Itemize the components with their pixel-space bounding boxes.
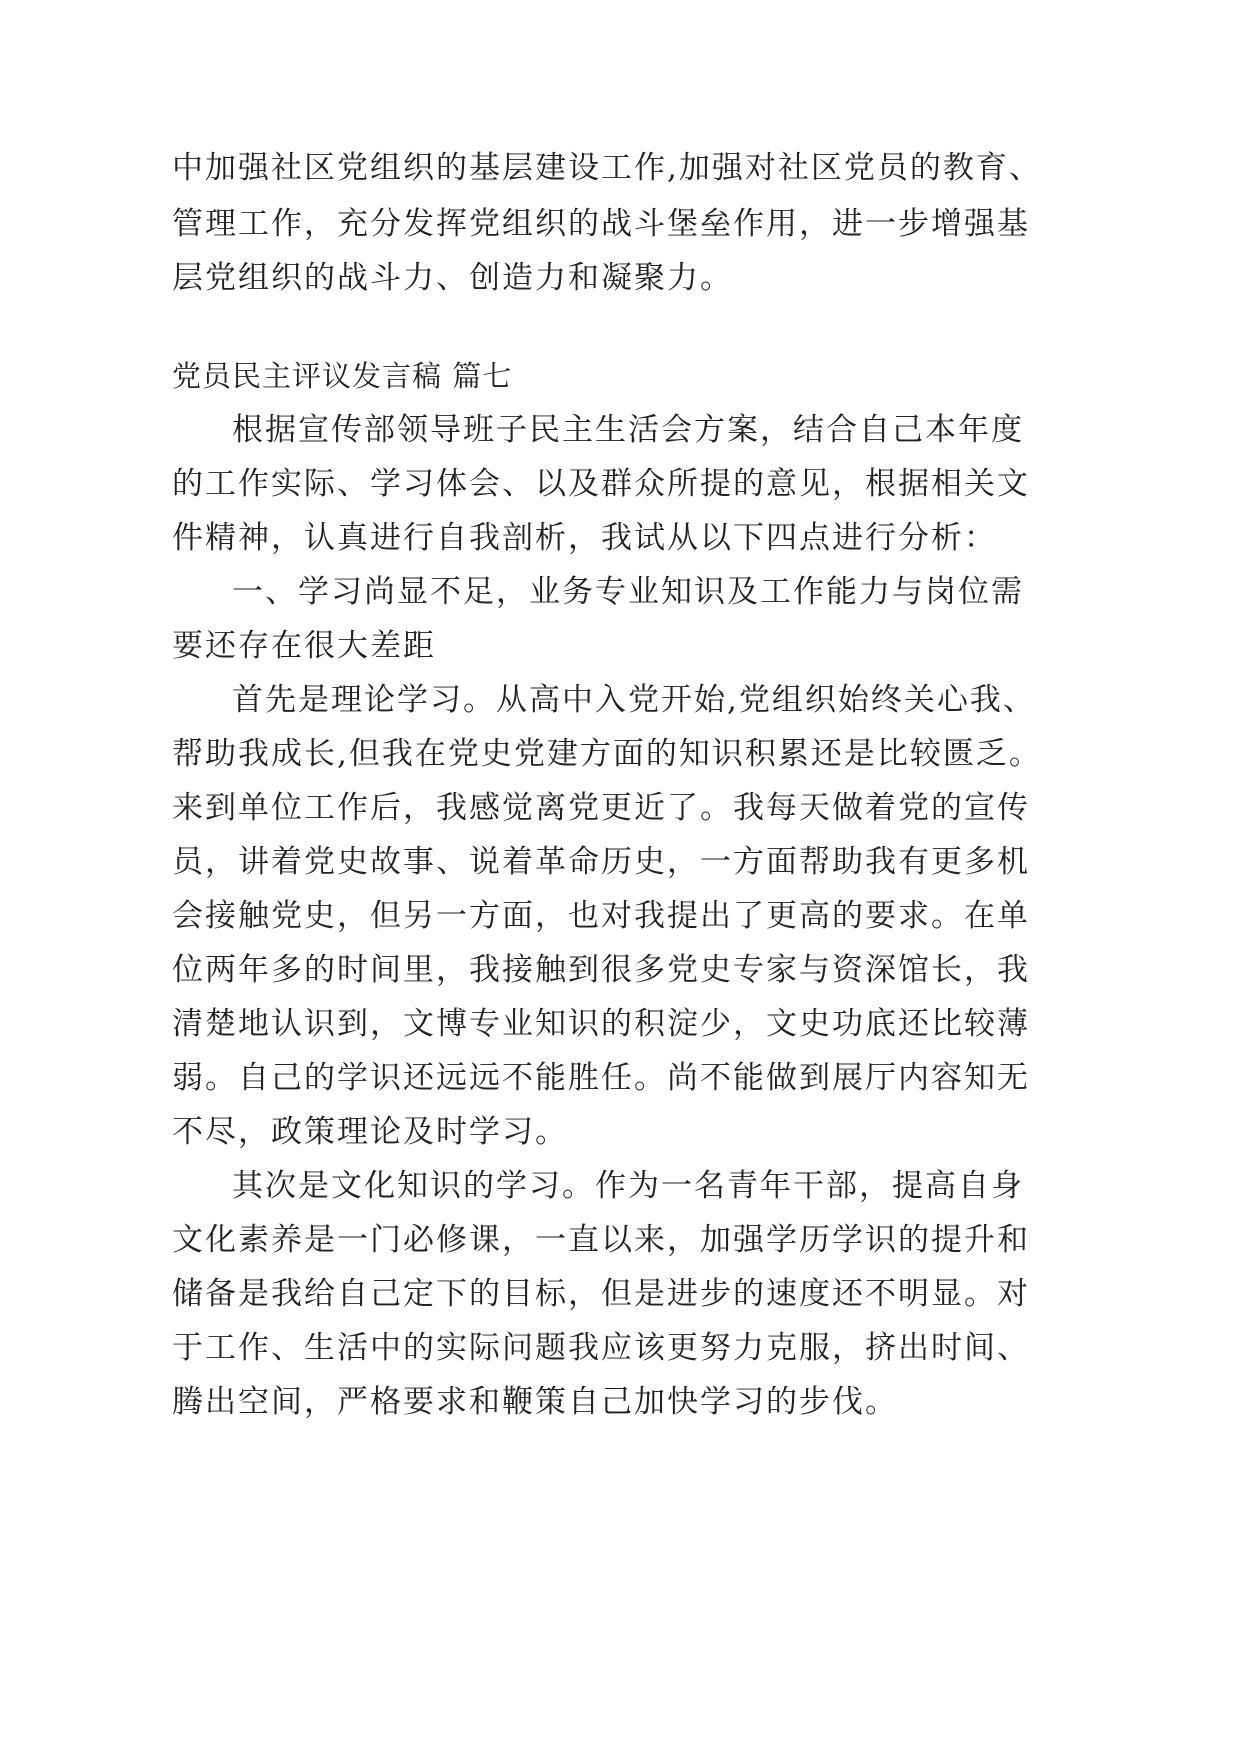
text-line: 帮助我成长,但我在党史党建方面的知识积累还是比较匮乏。 xyxy=(172,736,1042,772)
text-line: 其次是文化知识的学习。作为一名青年干部，提高自身 xyxy=(232,1168,1024,1204)
text-line: 中加强社区党组织的基层建设工作,加强对社区党员的教育、 xyxy=(172,150,1042,186)
text-line: 不尽，政策理论及时学习。 xyxy=(172,1114,568,1150)
text-line: 清楚地认识到，文博专业知识的积淀少，文史功底还比较薄 xyxy=(172,1006,1030,1042)
text-line: 层党组织的战斗力、创造力和凝聚力。 xyxy=(172,260,733,296)
text-line: 会接触党史，但另一方面，也对我提出了更高的要求。在单 xyxy=(172,898,1030,934)
text-line: 储备是我给自己定下的目标，但是进步的速度还不明显。对 xyxy=(172,1276,1030,1312)
text-line: 文化素养是一门必修课，一直以来，加强学历学识的提升和 xyxy=(172,1222,1030,1258)
text-line: 弱。自己的学识还远远不能胜任。尚不能做到展厅内容知无 xyxy=(172,1060,1030,1096)
text-line: 的工作实际、学习体会、以及群众所提的意见，根据相关文 xyxy=(172,466,1030,502)
text-line: 来到单位工作后，我感觉离党更近了。我每天做着党的宣传 xyxy=(172,790,1030,826)
text-line: 于工作、生活中的实际问题我应该更努力克服，挤出时间、 xyxy=(172,1330,1030,1366)
text-line: 要还存在很大差距 xyxy=(172,628,436,664)
text-line: 一、学习尚显不足，业务专业知识及工作能力与岗位需 xyxy=(232,574,1024,610)
text-line: 员，讲着党史故事、说着革命历史，一方面帮助我有更多机 xyxy=(172,844,1030,880)
text-line: 首先是理论学习。从高中入党开始,党组织始终关心我、 xyxy=(232,682,1036,718)
text-line: 管理工作，充分发挥党组织的战斗堡垒作用，进一步增强基 xyxy=(172,206,1030,242)
text-line: 件精神，认真进行自我剖析，我试从以下四点进行分析： xyxy=(172,520,997,556)
section-heading: 党员民主评议发言稿 篇七 xyxy=(172,359,513,393)
text-line: 腾出空间，严格要求和鞭策自己加快学习的步伐。 xyxy=(172,1384,898,1420)
text-line: 根据宣传部领导班子民主生活会方案，结合自己本年度 xyxy=(232,412,1024,448)
text-line: 位两年多的时间里，我接触到很多党史专家与资深馆长，我 xyxy=(172,952,1030,988)
